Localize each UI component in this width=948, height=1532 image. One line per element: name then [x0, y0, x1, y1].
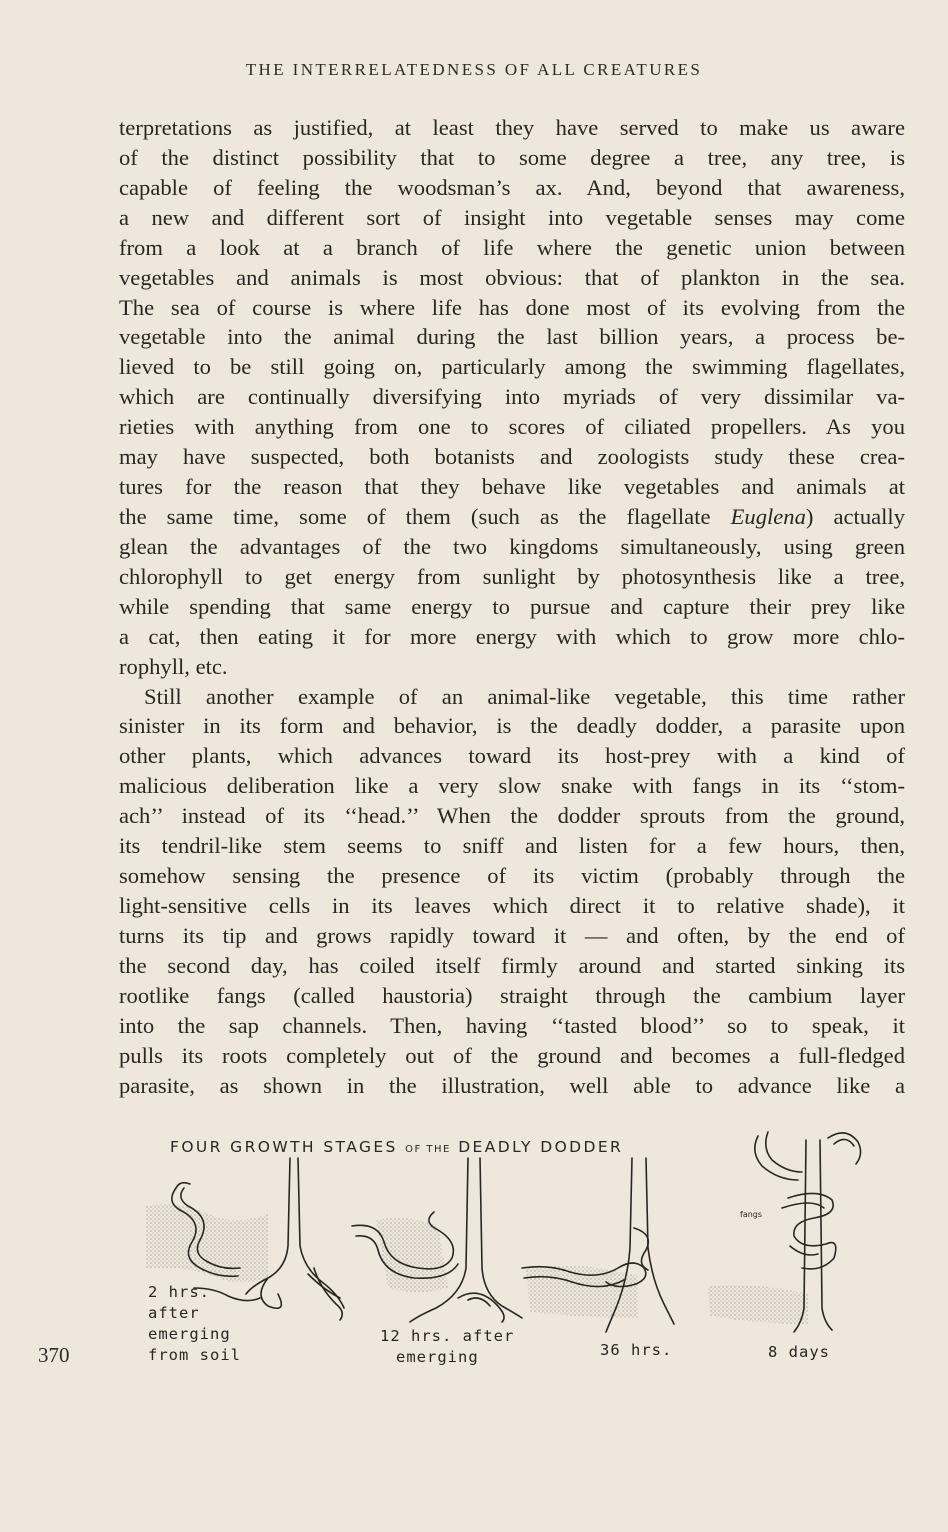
line-tail: ) actually [805, 503, 905, 529]
text-line: glean the advantages of the two kingdoms simultaneously, using green [119, 533, 905, 559]
figure-title [170, 1138, 623, 1156]
text-line: chlorophyll to get energy from sunlight by photosynthesis like a tree, [119, 563, 905, 589]
text-line: tures for the reason that they behave like vegetables and animals at [119, 474, 905, 500]
text-line: terpretations as justified, at least they have served to make us aware [119, 115, 905, 140]
text-line: other plants, which advances toward its host-prey with a kind of [119, 743, 905, 769]
caption-36-hrs: 36 hrs. [600, 1341, 673, 1359]
caption-line: emerging [396, 1348, 479, 1366]
text-line: rieties with anything from one to scores of ciliated propellers. As you [119, 414, 905, 440]
text-line: The sea of course is where life has done most of its evolving from the [119, 294, 905, 320]
text-line: malicious deliberation like a very slow snake with fangs in its ‘‘stom- [119, 773, 905, 799]
caption-2-hrs [148, 1282, 241, 1366]
body-text [119, 113, 905, 1100]
text-line: rophyll, etc. [119, 653, 228, 679]
caption-line: emerging [148, 1325, 231, 1343]
caption-line: after [148, 1304, 200, 1322]
text-line: ach’’ instead of its ‘‘head.’’ When the dodder sprouts from the ground, [119, 803, 905, 829]
text-line: rootlike fangs (called haustoria) straight through the cambium layer [119, 982, 905, 1008]
text-line: vegetable into the animal during the last billion years, a process be- [119, 324, 905, 350]
text-line: vegetables and animals is most obvious: that of plankton in the sea. [119, 264, 905, 290]
text-line: into the sap channels. Then, having ‘‘tasted blood’’ so to speak, it [119, 1012, 905, 1038]
euglena-term: Euglena [730, 503, 806, 529]
text-line: a cat, then eating it for more energy with which to grow more chlo- [119, 623, 905, 649]
text-line: while spending that same energy to pursue and capture their prey like [119, 593, 905, 619]
text-line: lieved to be still going on, particularly among the swimming flagellates, [119, 354, 905, 380]
caption-line: 12 hrs. after [380, 1327, 515, 1345]
stage-3-sketch [522, 1158, 674, 1332]
fangs-label: fangs [740, 1210, 763, 1219]
stage-4-sketch [708, 1132, 861, 1332]
text-line: a new and different sort of insight into vegetable senses may come [119, 204, 905, 230]
title-part: FOUR GROWTH STAGES [170, 1138, 406, 1156]
caption-line: 2 hrs. [148, 1283, 210, 1301]
text-line: of the distinct possibility that to some degree a tree, any tree, is [119, 144, 905, 170]
page-number: 370 [38, 1343, 70, 1367]
caption-line: from soil [148, 1346, 241, 1364]
text-line: sinister in its form and behavior, is the deadly dodder, a parasite upon [119, 713, 905, 739]
title-part: DEADLY DODDER [450, 1138, 624, 1156]
text-line: light-sensitive cells in its leaves which direct it to relative shade), it [119, 892, 905, 918]
text-line-euglena [119, 502, 905, 532]
text-line: its tendril-like stem seems to sniff and listen for a few hours, then, [119, 833, 905, 859]
line-head: the same time, some of them (such as the flagellate [119, 503, 731, 529]
caption-8-days: 8 days [768, 1343, 830, 1361]
title-of: OF [405, 1144, 422, 1155]
text-line: which are continually diversifying into myriads of very dissimilar va- [119, 384, 905, 410]
text-line: the second day, has coiled itself firmly around and started sinking its [119, 952, 905, 978]
running-head: THE INTERRELATEDNESS OF ALL CREATURES [245, 60, 703, 79]
stage-2-sketch [352, 1158, 522, 1322]
caption-12-hrs [380, 1326, 514, 1368]
text-line: somehow sensing the presence of its victim (probably through the [119, 863, 905, 889]
text-line: Still another example of an animal-like vegetable, this time rather [144, 683, 905, 709]
title-the: THE [421, 1144, 451, 1155]
text-line: turns its tip and grows rapidly toward it — and often, by the end of [119, 922, 905, 948]
text-line: may have suspected, both botanists and zoologists study these crea- [119, 444, 905, 470]
text-line: pulls its roots completely out of the ground and becomes a full-fledged [119, 1042, 905, 1068]
text-line: capable of feeling the woodsman’s ax. And, beyond that awareness, [119, 174, 905, 200]
text-line: parasite, as shown in the illustration, well able to advance like a [119, 1072, 905, 1098]
dodder-illustration [118, 1118, 878, 1378]
text-line: from a look at a branch of life where the genetic union between [119, 234, 905, 260]
